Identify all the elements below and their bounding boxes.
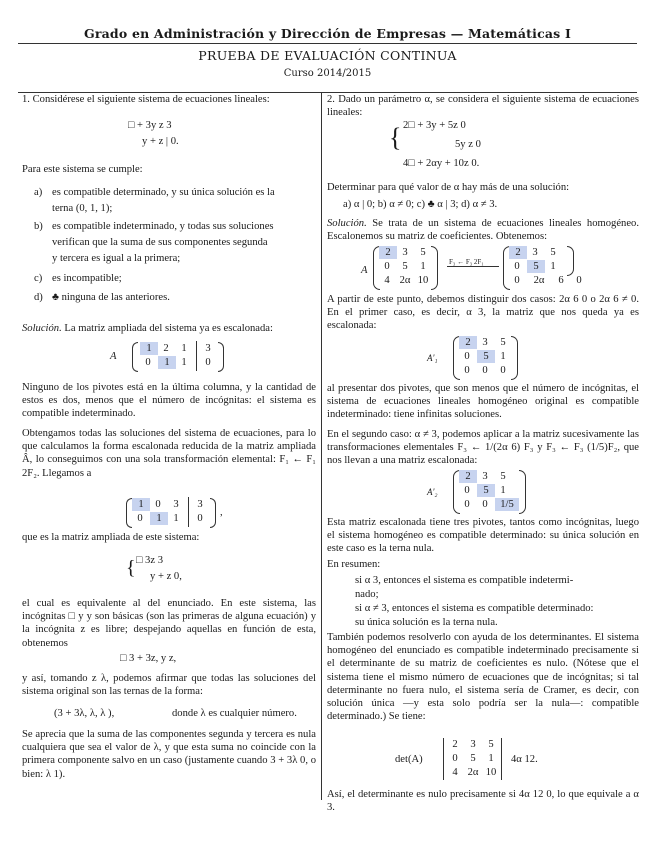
q1-matrix-a-label: A [110,351,117,362]
q2-matrix-a-cell: 2 [379,246,397,259]
q2-matrix-a1p-cell: 2 [459,336,477,349]
q1-matrix-reduced-cell: 1 [150,512,168,525]
q2-determinant-cell: 4 [452,767,458,778]
q2-matrix-a1p [427,336,577,382]
q1-opt-a-label: a) [34,187,43,198]
q2-solution-text: Se trata de un sistema de ecuaciones lineales homogéneo. Escalonemos su matriz de coeficientes. Obtenemos: [327,218,639,243]
q2-paragraph-1: A partir de este punto, debemos distinguir dos casos: 2α 6 0 o 2α 6 ≠ 0. En el primer caso, es decir, α 3, la matriz que nos queda ya es escalonada: [327,294,639,332]
q1-matrix-a-cell: 3 [205,343,211,354]
q2-matrix-a2-bracket-right [519,470,526,514]
q2-matrix-a1-cell: 2 [509,246,527,259]
q1-opt-d: ♣ ninguna de las anteriores. [52,292,170,303]
q2-matrix-a1p-label: A'₁ [427,353,438,363]
q2-matrix-a-cell: 10 [417,275,429,286]
q1-solution-label: Solución. [22,323,62,334]
q1-paragraph-4: el cual es equivalente al del enunciado. En este sistema, las incógnitas □ y y son básicas (son las primeras de alguna ecuación) y la incógnita z es libre; despejando aquellas en función de esta, obtenemos [22,598,316,649]
q2-matrix-a1p-bracket-right [511,336,518,380]
exam-title: PRUEBA DE EVALUACIÓN CONTINUA [198,48,457,63]
q1-matrix-a-cell: 1 [140,342,158,355]
q1-matrix-a [110,342,260,374]
q2-options: a) α | 0; b) α ≠ 0; c) ♣ α | 3; d) α ≠ 3. [343,199,498,210]
q2-matrix-a1-cell: 0 [576,275,582,286]
q2-matrix-a1p-cell: 0 [482,365,488,376]
q2-matrix-a2-cell: 5 [477,484,495,497]
q2-matrix-a2-cell: 2 [459,470,477,483]
q1-paragraph-5: y así, tomando z λ, podemos afirmar que todas las soluciones del sistema original son las ternas de la forma: [22,673,316,698]
q1-prompt: Para este sistema se cumple: [22,164,143,175]
q2-matrix-a1p-cell: 5 [477,350,495,363]
q1-paragraph-3: que es la matriz ampliada de este sistema: [22,532,200,543]
column-divider [321,92,322,800]
q2-determinant-result: 4α 12. [511,754,538,765]
q2-matrix-a1-cell: 0 [514,275,520,286]
q1-opt-c: es incompatible; [52,273,122,284]
q1-paragraph-2: Obtengamos todas las soluciones del sistema de ecuaciones, para lo que calculamos la forma escalonada reducida de la matriz ampliada Â, lo conseguimos con una sola transformación elemental: F₁ ← F₁ 2F₂. Llegamos a [22,428,316,479]
q2-matrix-a1-cell: 0 [514,261,520,272]
q2-matrix-a-cell: 5 [420,247,426,258]
q1-solution-expression: □ 3 + 3z, y z, [120,653,177,664]
q2-transformation-arrow [447,266,499,267]
q2-determinant-cell: 2 [452,739,458,750]
q1-matrix-a-cell: 1 [181,343,187,354]
q1-terna: (3 + 3λ, λ, λ ), [54,708,115,719]
q2-matrix-a1p-cell: 0 [464,351,470,362]
q2-matrix-a-cell: 3 [402,247,408,258]
q1-opt-a-2: terna (0, 1, 1); [52,203,113,214]
q1-matrix-a-cell: 0 [145,357,151,368]
q2-matrix-a1p-cell: 5 [500,337,506,348]
q1-matrix-reduced-cell: 0 [137,513,143,524]
q2-matrix-a1-cell: 5 [550,247,556,258]
q1-matrix-a-cell: 1 [181,357,187,368]
q2-paragraph-2: al presentar dos pivotes, que son menos que el número de incógnitas, el sistema de ecuaciones lineales homogéneo original es compatible indeterminado: tiene infinitas soluciones. [327,383,639,421]
q2-matrix-a-bracket-right [431,246,438,290]
q2-matrix-a2-label: A'₂ [427,487,438,497]
q2-matrix-a-cell: 0 [384,261,390,272]
q2-matrix-a2-cell: 1/5 [495,498,519,511]
q2-resumen: En resumen: [327,559,381,570]
q1-eq2: y + z | 0. [142,136,179,147]
q1-matrix-reduced-cell: 1 [173,513,179,524]
q1-opt-b-3: y tercera es igual a la primera; [52,253,181,264]
q2-matrix-a2-cell: 5 [500,471,506,482]
q1-opt-d-label: d) [34,292,43,303]
header-rule [18,43,637,44]
q1-matrix-reduced-cell: 3 [197,499,203,510]
q2-transformation: F₃ ← F₃ 2F₁ [449,258,484,266]
q2-solution-line [327,217,639,243]
q1-matrix-a-cell: 2 [163,343,169,354]
q1-matrix-reduced-cell: 0 [155,499,161,510]
q2-matrix-a1p-cell: 1 [500,351,506,362]
q2-solution-label: Solución. [327,218,367,229]
q2-determinant-bar-left [443,738,444,780]
q1-statement: 1. Considérese el siguiente sistema de ecuaciones lineales: [22,94,270,105]
q1-opt-a-1: es compatible determinado, y su única solución es la [52,187,275,198]
course-title: Grado en Administración y Dirección de Empresas — Matemáticas I [83,26,572,41]
q1-matrix-reduced-cell: 3 [173,499,179,510]
q1-opt-b-2: verifican que la suma de sus componentes segunda [52,237,268,248]
q2-determinant-cell: 5 [488,739,494,750]
q1-matrix-a-cell: 0 [205,357,211,368]
q1-eqR1: □ 3z 3 [136,555,163,566]
q1-eq1: □ + 3y z 3 [128,120,172,131]
q1-matrix-a-bracket-right [218,342,224,372]
q2-matrix-a2-cell: 0 [464,485,470,496]
q2-paragraph-5: También podemos resolverlo con ayuda de los determinantes. El sistema homogéneo del enunciado es compatible indeterminado precisamente si el determinante de su matriz de coeficientes es nulo. (Nótese que el sistema tiene el mismo número de ecuaciones que de incógnitas; si tal determinante no fuera nulo, el sistema sería de Cramer, es decir, con solución única —y esta solo podría ser la nula—: compatible determinado.) Se tiene: [327,632,639,723]
q2-determinant-label: det(A) [395,754,423,765]
q2-matrix-a1-cell: 3 [532,247,538,258]
q2-matrix-a1p-cell: 0 [464,365,470,376]
q1-solution-text: La matriz ampliada del sistema ya es escalonada: [61,323,273,334]
q2-matrix-a-label: A [361,265,368,276]
q1-matrix-reduced [126,498,276,528]
q2-matrix-a-cell: 4 [384,275,390,286]
q1-matrix-reduced-bracket-right [210,498,216,528]
q2-matrix-a-cell: 1 [420,261,426,272]
q2-matrix-a1p-cell: 3 [482,337,488,348]
q2-matrix-a2-cell: 3 [482,471,488,482]
q2-statement: 2. Dado un parámetro α, se considera el siguiente sistema de ecuaciones lineales: [327,94,639,119]
q1-opt-b-1: es compatible indeterminado, y todas sus soluciones [52,221,274,232]
q2-matrix-a2 [427,470,577,516]
q2-matrix-a-row [327,246,637,292]
q2-paragraph-4: Esta matriz escalonada tiene tres pivotes, tantos como incógnitas, luego el sistema homogéneo es compatible determinado: su única solución en este caso es la terna nula. [327,517,639,555]
q2-determinant [367,738,627,784]
q1-matrix-reduced-divider [188,497,189,527]
q2-matrix-a1-cell: 2α [533,275,545,286]
q2-determinant-cell: 10 [485,767,497,778]
q2-matrix-a-cell: 2α [399,275,411,286]
q1-matrix-a-cell: 1 [158,356,176,369]
q2-matrix-a1p-cell: 0 [500,365,506,376]
q1-matrix-reduced-comma: , [220,507,223,518]
q2-prompt: Determinar para qué valor de α hay más de una solución: [327,182,570,193]
q2-matrix-a2-cell: 0 [464,499,470,510]
q2-eq2: 5y z 0 [455,139,481,150]
q1-opt-b-label: b) [34,221,43,232]
q2-eq3: 4□ + 2αy + 10z 0. [403,158,480,169]
q2-matrix-a1-bracket-right [567,246,574,276]
q1-matrix-a-divider [196,341,197,371]
course-year: Curso 2014/2015 [283,68,372,79]
q2-determinant-cell: 5 [470,753,476,764]
q1-paragraph-1: Ninguno de los pivotes está en la última columna, y la cantidad de estos es dos, menos que el número de incógnitas: el sistema es compatible indeterminado. [22,382,316,420]
q1-eqR2: y + z 0, [150,571,182,582]
q2-determinant-cell: 3 [470,739,476,750]
q1-paragraph-6: Se aprecia que la suma de las componentes segunda y tercera es nula cualquiera que sea el valor de λ, y que esta suma no coincide con la primera componente salvo en un caso (justamente cuando 3 + 3λ 0, o bien: λ 1). [22,729,316,780]
q2-brace: { [389,123,402,152]
q2-matrix-a2-cell: 1 [500,485,506,496]
q1-matrix-a-bracket-left [132,342,138,372]
q2-determinant-cell: 1 [488,753,494,764]
q2-matrix-a1-cell: 6 [558,275,564,286]
q1-solution-line [22,322,273,335]
q2-matrix-a2-cell: 0 [482,499,488,510]
q1-matrix-reduced-cell: 1 [132,498,150,511]
q2-paragraph-6: Así, el determinante es nulo precisamente si 4α 12 0, lo que equivale a α 3. [327,789,639,814]
q2-resumen-2a: si α ≠ 3, entonces el sistema es compatible determinado: [355,603,594,614]
q2-eq1: 2□ + 3y + 5z 0 [403,120,466,131]
q1-brace: { [126,557,136,579]
q2-determinant-cell: 2α [467,767,479,778]
q2-matrix-a-cell: 5 [402,261,408,272]
q1-matrix-reduced-cell: 0 [197,513,203,524]
q2-resumen-2b: su única solución es la terna nula. [355,617,498,628]
q2-matrix-a1-cell: 5 [527,260,545,273]
q2-determinant-bar-right [501,738,502,780]
q2-resumen-1b: nado; [355,589,379,600]
q2-matrix-a1-cell: 1 [550,261,556,272]
q1-terna-note: donde λ es cualquier número. [172,708,297,719]
q1-opt-c-label: c) [34,273,43,284]
q2-determinant-cell: 0 [452,753,458,764]
q2-resumen-1a: si α 3, entonces el sistema es compatible indetermi- [355,575,574,586]
q2-paragraph-3: En el segundo caso: α ≠ 3, podemos aplicar a la matriz sucesivamente las transformaciones elementales F₃ ← 1/(2α 6) F₃ y F₃ ← F₃ (1/5)F₂, que nos llevan a una matriz escalonada: [327,429,639,467]
